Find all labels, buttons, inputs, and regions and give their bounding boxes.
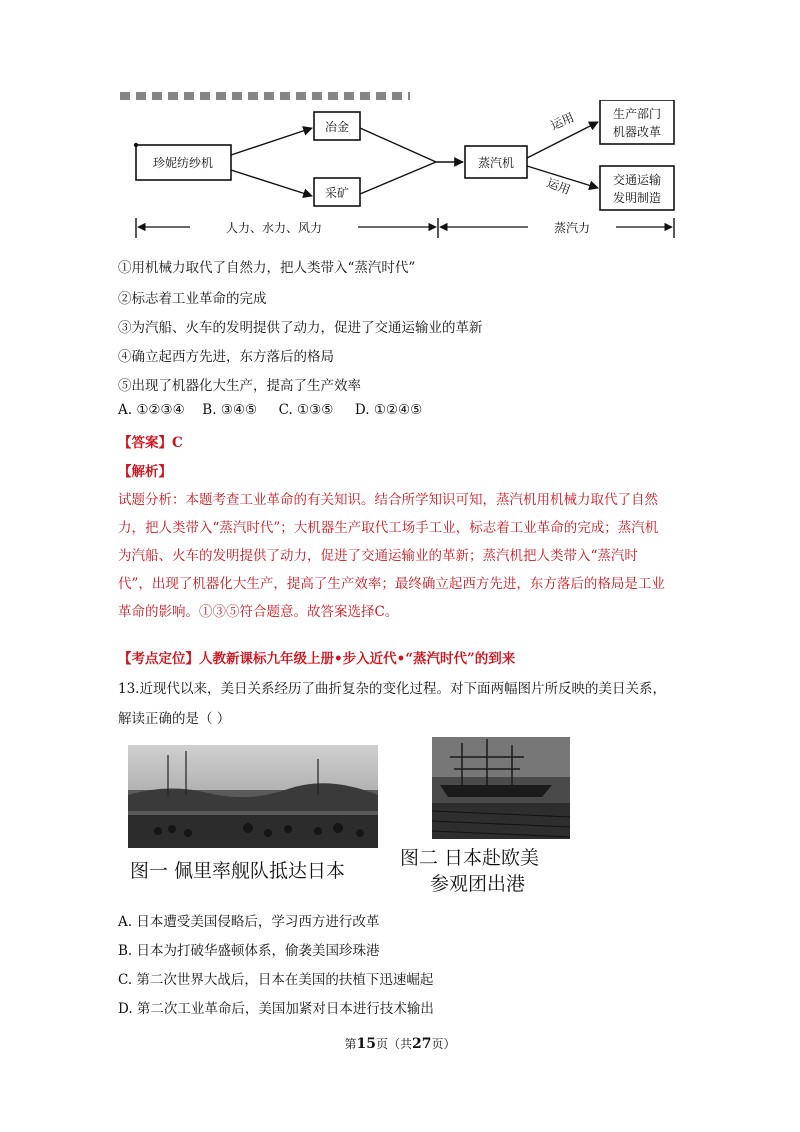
q12-options — [118, 402, 422, 418]
statement-3: ③为汽船、火车的发明提供了动力，促进了交通运输业的革新 — [118, 320, 483, 336]
edge-label-bottom: 运用 — [544, 175, 573, 198]
figure-2-caption-line-2: 参观团出港 — [430, 873, 526, 895]
analysis-line-1: 试题分析：本题考查工业革命的有关知识。结合所学知识可知，蒸汽机用机械力取代了自然 — [118, 492, 658, 508]
analysis-line-2: 力，把人类带入“蒸汽时代”；大机器生产取代工场手工业，标志着工业革命的完成；蒸汽机 — [118, 520, 659, 536]
page-footer — [0, 1035, 800, 1052]
arrow-jenny-metallurgy — [231, 128, 312, 155]
q12-option-d: D. ①②④⑤ — [354, 402, 423, 418]
answer-line — [118, 431, 183, 451]
figure-1-caption: 图一 佩里率舰队抵达日本 — [130, 860, 346, 882]
edge-label-top: 运用 — [548, 110, 577, 133]
node-production-line1: 生产部门 — [612, 107, 662, 121]
statement-4: ④确立起西方先进，东方落后的格局 — [118, 349, 334, 365]
footer-total-pages: 27 — [412, 1036, 432, 1052]
converge-line-top — [360, 128, 436, 162]
footer-prefix: 第 — [344, 1037, 357, 1051]
node-transport-line2: 发明制造 — [612, 191, 662, 205]
q13-option-b: B. 日本为打破华盛顿体系，偷袭美国珍珠港 — [118, 943, 380, 959]
arrow-jenny-mining — [231, 170, 312, 196]
figure-2-photo — [432, 737, 570, 839]
cropped-header-remnant — [120, 92, 410, 100]
q13-option-d: D. 第二次工业革命后，美国加紧对日本进行技术输出 — [118, 1001, 434, 1017]
statement-5: ⑤出现了机器化大生产，提高了生产效率 — [118, 378, 361, 394]
statement-2: ②标志着工业革命的完成 — [118, 291, 267, 307]
figure-1-photo — [128, 745, 378, 848]
kaodian-label: 【考点定位】 — [118, 651, 199, 667]
q12-option-a: A. ①②③④ — [118, 402, 185, 418]
diagram-dot — [134, 143, 138, 147]
q12-option-b: B. ③④⑤ — [202, 402, 258, 418]
analysis-line-4: 代”，出现了机器化大生产，提高了生产效率；最终确立起西方先进，东方落后的格局是工业 — [118, 576, 665, 592]
q13-option-c: C. 第二次世界大战后，日本在美国的扶植下迅速崛起 — [118, 972, 434, 988]
statement-1: ①用机械力取代了自然力，把人类带入“蒸汽时代” — [118, 260, 416, 276]
analysis-line-5: 革命的影响。①③⑤符合题意。故答案选择C。 — [118, 604, 399, 620]
node-mining: 采矿 — [324, 186, 350, 200]
footer-page-number: 15 — [356, 1036, 376, 1052]
kaodian-line — [118, 647, 515, 667]
bottom-right-label: 蒸汽力 — [553, 221, 591, 235]
analysis-text — [118, 486, 665, 626]
node-metallurgy: 冶金 — [324, 120, 350, 134]
kaodian-text: 人教新课标九年级上册•步入近代•“蒸汽时代”的到来 — [199, 651, 516, 667]
footer-middle: 页（共 — [375, 1037, 412, 1051]
q13-stem-line-2: 解读正确的是（ ） — [118, 711, 231, 727]
node-jenny: 珍妮纺纱机 — [152, 156, 214, 170]
node-steam-engine: 蒸汽机 — [477, 156, 515, 170]
analysis-label: 【解析】 — [118, 464, 172, 480]
q13-stem-line-1: 13.近现代以来，美日关系经历了曲折复杂的变化过程。对下面两幅图片所反映的美日关系， — [118, 681, 666, 697]
node-transport-line1: 交通运输 — [612, 173, 662, 187]
answer-value: C — [172, 435, 183, 451]
bottom-left-label: 人力、水力、风力 — [225, 221, 323, 235]
converge-line-bottom — [360, 162, 436, 194]
footer-suffix: 页） — [431, 1037, 456, 1051]
q13-option-a: A. 日本遭受美国侵略后，学习西方进行改革 — [118, 914, 380, 930]
analysis-line-3: 为汽船、火车的发明提供了动力，促进了交通运输业的革新；蒸汽机把人类带入“蒸汽时 — [118, 548, 638, 564]
q12-option-c: C. ①③⑤ — [278, 402, 334, 418]
node-production-line2: 机器改革 — [612, 125, 662, 139]
answer-label: 【答案】 — [118, 435, 172, 451]
industrial-revolution-diagram — [128, 100, 680, 242]
figure-2-caption-line-1: 图二 日本赴欧美 — [400, 847, 540, 869]
